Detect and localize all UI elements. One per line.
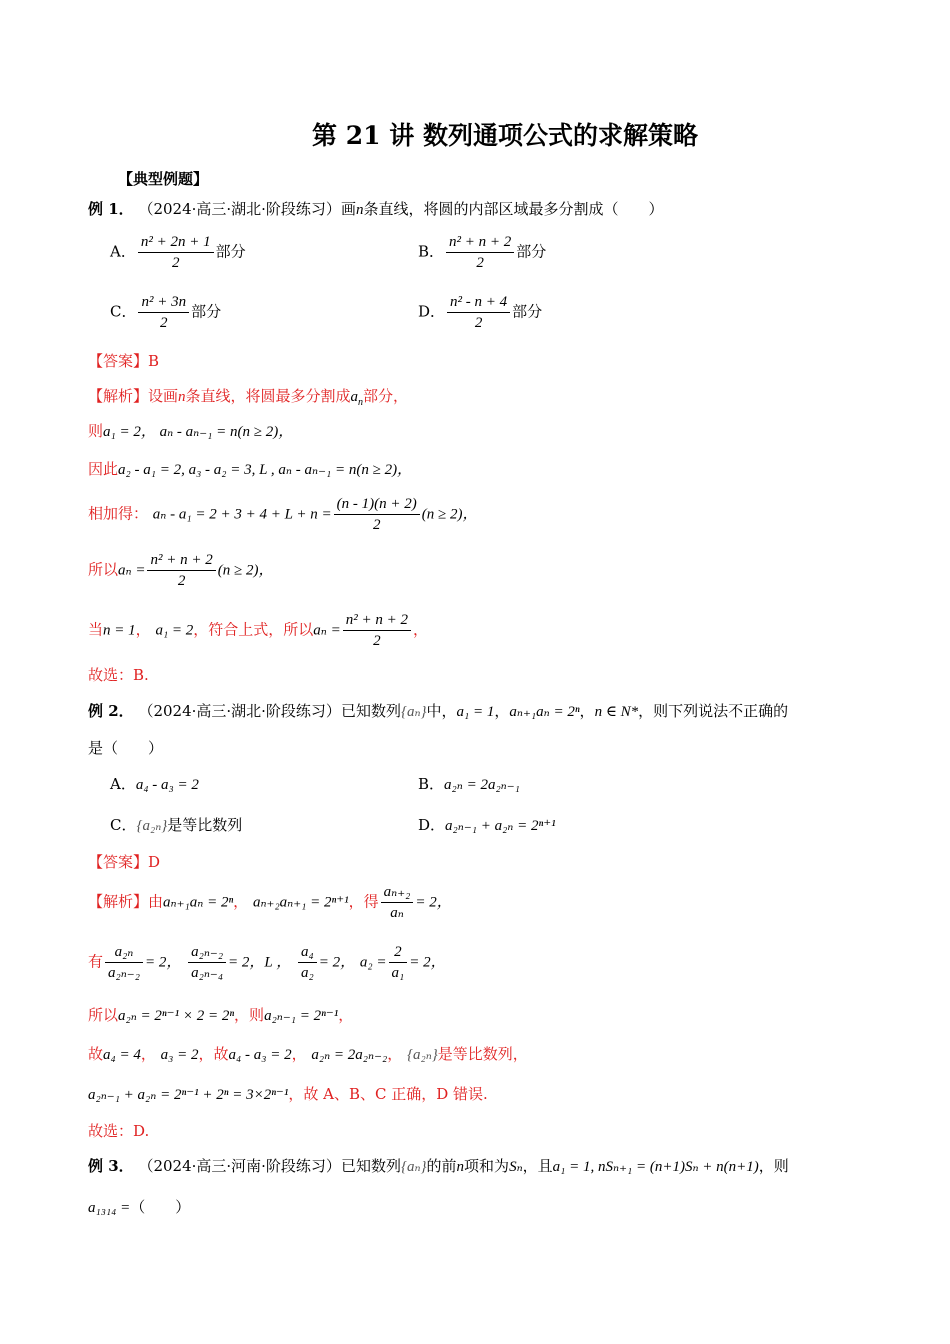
solution-1-line-2: 则a₁ = 2， aₙ - aₙ₋₁ = n(n ≥ 2)，	[88, 422, 294, 440]
math-var: n	[355, 202, 364, 218]
option-letter: B．	[418, 242, 445, 261]
option-b[interactable]: B．a₂ₙ = 2a₂ₙ₋₁	[418, 775, 520, 793]
example-2-question: 例 2． （2024·高三·湖北·阶段练习）已知数列{aₙ}中，a₁ = 1，aₙ₊₁aₙ = 2ⁿ，n ∈ N*，则下列说法不正确的	[88, 702, 789, 720]
option-tail: 部分	[191, 302, 222, 321]
solution-1-line-1: 【解析】设画n条直线，将圆最多分割成$a_n$部分，	[88, 387, 409, 408]
option-d[interactable]: D．a₂ₙ₋₁ + a₂ₙ = 2ⁿ⁺¹	[418, 816, 556, 834]
solution-2-line-1: 【解析】由aₙ₊₁aₙ = 2ⁿ， aₙ₊₂aₙ₊₁ = 2ⁿ⁺¹，得 $\frac{\text{aₙ₊₂}}{\text{aₙ}}$ = 2，	[88, 884, 452, 921]
question-text: 条直线，将圆的内部区域最多分割成（ ）	[363, 200, 664, 218]
option-c[interactable]	[110, 292, 221, 333]
option-tail: 部分	[516, 242, 547, 261]
example-1-source: （2024·高三·湖北·阶段练习）	[138, 200, 341, 218]
solution-1-line-5: 所以aₙ = $\frac{\text{n² + n + 2}}{2}$ (n ≥ 2)，	[88, 552, 274, 589]
option-c[interactable]: C．{a₂ₙ}是等比数列	[110, 816, 243, 834]
option-fraction: $\frac{\text{n² + n + 2}}{2}$	[446, 232, 514, 273]
solution-1-line-6: 当n = 1， a₁ = 2，符合上式，所以aₙ = $\frac{\text{n² + n + 2}}{2}$ ，	[88, 612, 429, 649]
option-letter: A．	[110, 242, 136, 261]
option-b[interactable]	[418, 232, 546, 273]
choose-1: 故选：B.	[88, 666, 149, 684]
solution-2-line-2: 有 $\frac{\text{a₂ₙ}}{\text{a₂ₙ₋₂}}$ = 2， $\frac{\text{a₂ₙ₋₂}}{\text{a₂ₙ₋₄}}$ = 2，L ， $\frac{\text{a₄}}{\text{a₂}}$ = 2， a₂ = $\frac{2}{\text{a₁}}$ = 2，	[88, 944, 446, 981]
option-fraction: $\frac{\text{n² + 2n + 1}}{2}$	[138, 232, 214, 273]
option-letter: C．	[110, 302, 137, 321]
solution-2-line-4: 故a₄ = 4， a₃ = 2，故a₄ - a₃ = 2， a₂ₙ = 2a₂ₙ₋₂， {a₂ₙ}是等比数列，	[88, 1045, 528, 1063]
answer-1: 【答案】B	[88, 352, 160, 370]
solution-2-line-5: a₂ₙ₋₁ + a₂ₙ = 2ⁿ⁻¹ + 2ⁿ = 3×2ⁿ⁻¹，故 A、B、C 正确，D 错误.	[88, 1085, 488, 1103]
option-fraction: $\frac{\text{n² + 3n}}{2}$	[138, 292, 189, 333]
option-a[interactable]: A．a₄ - a₃ = 2	[110, 775, 199, 793]
solution-1-line-3: 因此a₂ - a₁ = 2, a₃ - a₂ = 3, L , aₙ - aₙ₋₁ = n(n ≥ 2)，	[88, 460, 413, 478]
option-letter: D．	[418, 302, 446, 321]
solution-1-line-4: 相加得： aₙ - a₁ = 2 + 3 + 4 + L + n = $\frac{(n - 1)(n + 2)}{2}$ (n ≥ 2)，	[88, 496, 478, 533]
option-tail: 部分	[215, 242, 246, 261]
example-3-question-cont: a₁₃₁₄ =（ ）	[88, 1198, 191, 1216]
example-2-question-cont: 是（ ）	[88, 739, 164, 757]
solution-2-line-3: 所以a₂ₙ = 2ⁿ⁻¹ × 2 = 2ⁿ，则a₂ₙ₋₁ = 2ⁿ⁻¹，	[88, 1006, 354, 1024]
choose-2: 故选：D.	[88, 1122, 150, 1140]
page-title: 第 21 讲 数列通项公式的求解策略	[312, 121, 698, 150]
answer-2: 【答案】D	[88, 853, 161, 871]
section-heading: 【典型例题】	[118, 170, 209, 188]
example-1-question	[88, 198, 663, 221]
option-a[interactable]	[110, 232, 246, 273]
question-text: 画	[340, 200, 356, 218]
fraction: $\frac{(n - 1)(n + 2)}{2}$	[334, 494, 420, 535]
example-1-label: 例 1．	[88, 200, 134, 218]
fraction: $\frac{\text{n² + n + 2}}{2}$	[147, 550, 215, 591]
option-d[interactable]	[418, 292, 542, 333]
option-tail: 部分	[512, 302, 543, 321]
fraction: $\frac{\text{n² + n + 2}}{2}$	[343, 610, 411, 651]
option-fraction: $\frac{\text{n² - n + 4}}{2}$	[447, 292, 510, 333]
example-3-question: 例 3． （2024·高三·河南·阶段练习）已知数列{aₙ}的前n项和为Sₙ，且a₁ = 1, nSₙ₊₁ = (n+1)Sₙ + n(n+1)，则	[88, 1157, 789, 1175]
